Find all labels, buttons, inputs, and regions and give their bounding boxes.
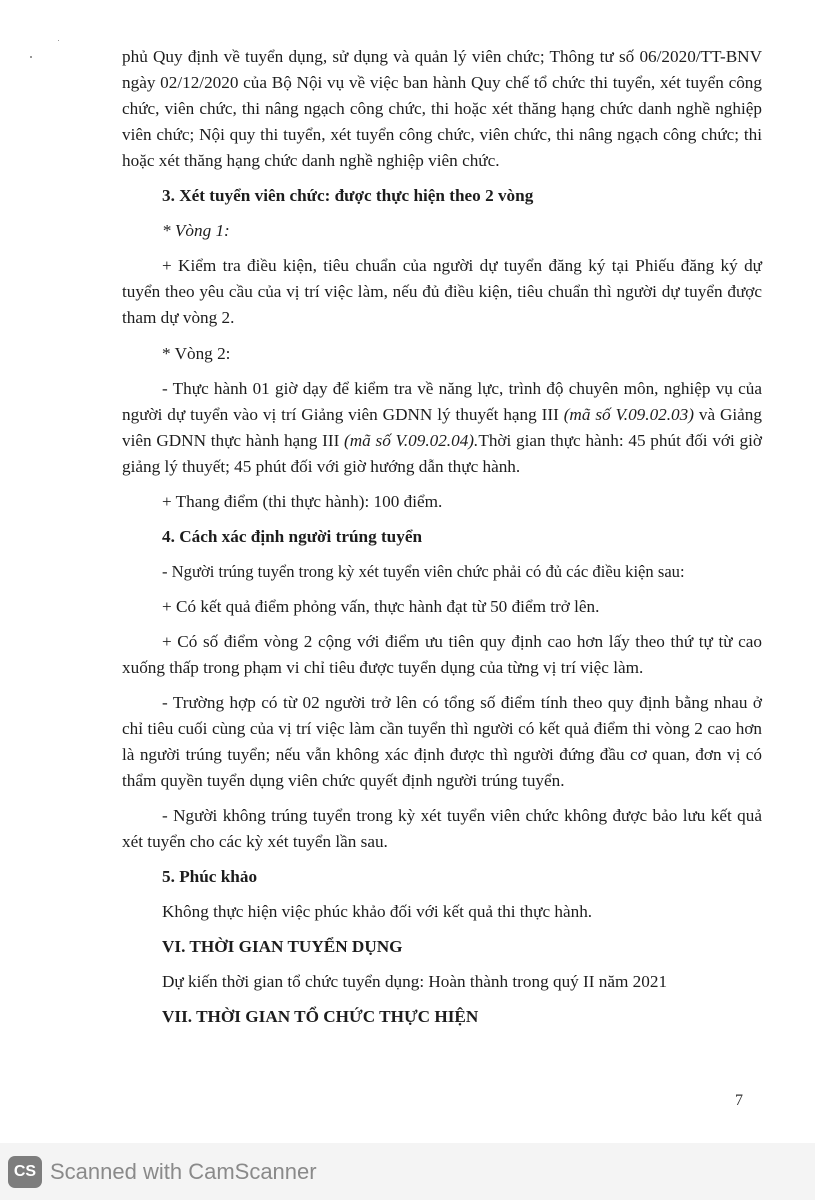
vong2-text-c: Thời gian thực hành: 45 phút đối với giờ giảng lý thuyết; 45 phút đối với giờ hướng dẫn thực hành. [122, 431, 762, 476]
section4-para-5: - Người không trúng tuyển trong kỳ xét tuyển viên chức không được bảo lưu kết quả xét tuyển cho các kỳ xét tuyển lần sau. [122, 806, 762, 851]
section4-para-1: - Người trúng tuyển trong kỳ xét tuyển viên chức phải có đủ các điều kiện sau: [162, 562, 685, 581]
camscanner-watermark-text: Scanned with CamScanner [50, 1159, 317, 1184]
section-vi-para-1: Dự kiến thời gian tổ chức tuyển dụng: Hoàn thành trong quý II năm 2021 [162, 972, 668, 991]
vong1-text: + Kiểm tra điều kiện, tiêu chuẩn của người dự tuyển đăng ký tại Phiếu đăng ký dự tuyển theo yêu cầu của vị trí việc làm, nếu đủ điều kiện, tiêu chuẩn thì người dự tuyển được tham dự vòng 2. [122, 256, 762, 327]
vong2-label: * Vòng 2: [162, 344, 231, 363]
camscanner-logo-icon: CS [8, 1156, 42, 1188]
section4-para-4: - Trường hợp có từ 02 người trở lên có tổng số điểm tính theo quy định bằng nhau ở chỉ tiêu cuối cùng của vị trí việc làm cần tuyển thì người có kết quả điểm thi vòng 2 cao hơn là người trúng tuyển; nếu vẫn không xác định được thì người đứng đầu cơ quan, đơn vị có thẩm quyền tuyển dụng viên chức quyết định người trúng tuyển. [122, 693, 762, 790]
vong1-label: * Vòng 1: [162, 221, 230, 240]
scan-speck [30, 56, 32, 58]
code-v09-02-04: (mã số V.09.02.04). [344, 431, 479, 450]
vong2-text-b: và Giảng viên GDNN thực hành hạng III [122, 405, 762, 450]
section5-para-1: Không thực hiện việc phúc khảo đối với kết quả thi thực hành. [162, 902, 593, 921]
heading-section-vi: VI. THỜI GIAN TUYỂN DỤNG [162, 937, 403, 956]
paragraph-intro: phủ Quy định về tuyển dụng, sử dụng và quản lý viên chức; Thông tư số 06/2020/TT-BNV ngày 02/12/2020 của Bộ Nội vụ về việc ban hành Quy chế tổ chức thi tuyển, xét tuyển công chức, viên chức, thi nâng ngạch công chức, thi hoặc xét thăng hạng chức danh nghề nghiệp viên chức; Nội quy thi tuyển, xét tuyển công chức, viên chức, thi nâng ngạch công chức; thi hoặc xét thăng hạng chức danh nghề nghiệp viên chức. [122, 47, 762, 170]
code-v09-02-03: (mã số V.09.02.03) [563, 405, 694, 424]
thang-diem: + Thang điểm (thi thực hành): 100 điểm. [162, 492, 443, 511]
page-number: 7 [735, 1092, 743, 1109]
heading-section-5: 5. Phúc khảo [162, 867, 258, 886]
heading-section-vii: VII. THỜI GIAN TỔ CHỨC THỰC HIỆN [162, 1007, 479, 1026]
section4-para-2: + Có kết quả điểm phỏng vấn, thực hành đạt từ 50 điểm trở lên. [162, 597, 600, 616]
vong2-text-a: - Thực hành 01 giờ dạy để kiểm tra về năng lực, trình độ chuyên môn, nghiệp vụ của người dự tuyển vào vị trí Giảng viên GDNN lý thuyết hạng III [122, 379, 762, 424]
heading-section-4: 4. Cách xác định người trúng tuyển [162, 527, 423, 546]
vong2-text [122, 376, 762, 480]
scan-speck [58, 40, 59, 41]
document-body [122, 44, 762, 1030]
heading-section-3: 3. Xét tuyển viên chức: được thực hiện theo 2 vòng [162, 186, 534, 205]
section4-para-3: + Có số điểm vòng 2 cộng với điểm ưu tiên quy định cao hơn lấy theo thứ tự từ cao xuống thấp trong phạm vi chỉ tiêu được tuyển dụng của từng vị trí việc làm. [122, 632, 762, 677]
